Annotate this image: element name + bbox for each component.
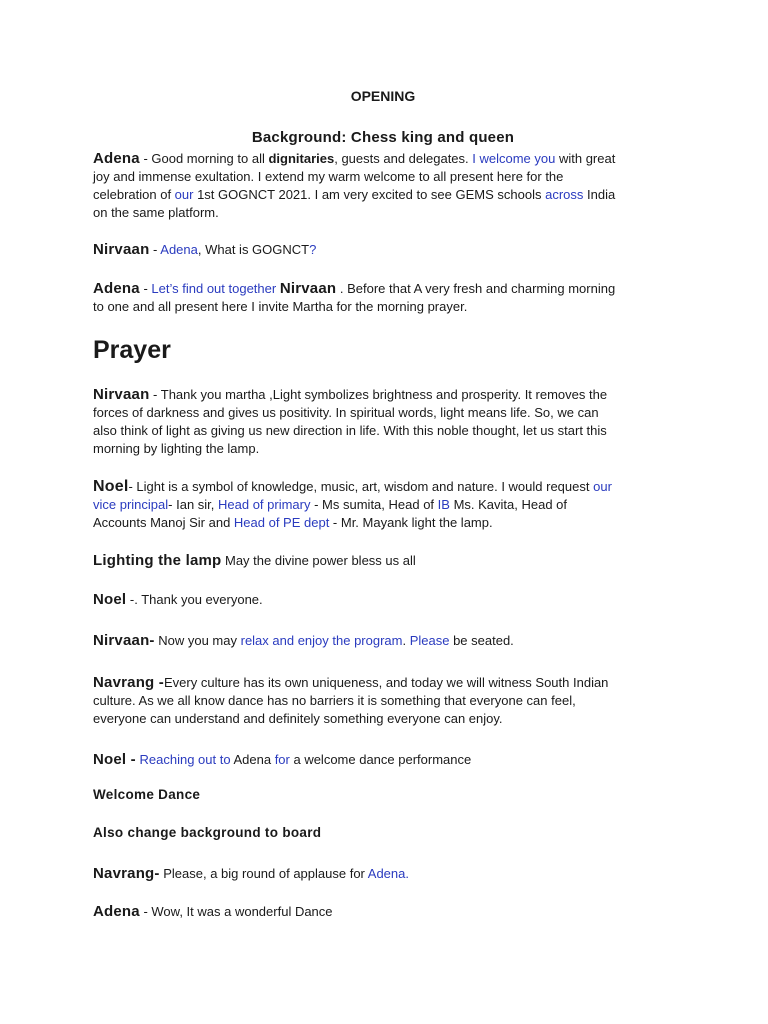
paragraph-noel-lamp: Noel- Light is a symbol of knowledge, music, art, wisdom and nature. I would request our vice principal- Ian sir, Head of primary - Ms sumita, Head of IB Ms. Kavita, Head of Accounts Manoj Sir and Head of PE dept - Mr. Mayank light the lamp. <box>93 478 612 530</box>
paragraph-noel-dance: Noel - Reaching out to Adena for a welcome dance performance <box>93 751 472 768</box>
paragraph-nirvaan-seated: Nirvaan- Now you may relax and enjoy the program. Please be seated. <box>93 632 514 649</box>
paragraph-nirvaan-light: Nirvaan - Thank you martha ,Light symbolizes brightness and prosperity. It removes the forces of darkness and gives us positivity. In spiritual words, light means life. So, we can also think of light as giving us new direction in life. With this noble thought, let us start this morning by lighting the lamp. <box>93 386 608 456</box>
speaker-name: Noel <box>93 591 127 608</box>
speaker-name: Adena <box>93 280 140 297</box>
paragraph-nirvaan-question: Nirvaan - Adena, What is GOGNCT? <box>93 241 317 258</box>
speaker-name: Adena <box>93 903 140 920</box>
speaker-name: Nirvaan- <box>93 632 155 649</box>
stage-cue-welcome-dance: Welcome Dance <box>93 787 201 802</box>
paragraph-adena-welcome: Adena - Good morning to all dignitaries, guests and delegates. I welcome you with great joy and immense exultation. I extend my warm welcome to all present here for the celebration of our 1st GOGNCT 2021. I am very excited to see GEMS schools across India on the same platform. <box>93 150 616 220</box>
speaker-name: Nirvaan <box>279 280 337 297</box>
paragraph-navrang-applause: Navrang- Please, a big round of applause for Adena. <box>93 865 409 882</box>
stage-cue-background: Also change background to board <box>93 825 322 840</box>
speaker-name: Noel <box>93 478 129 495</box>
speaker-name: Lighting the lamp <box>93 552 222 569</box>
paragraph-adena-prayer-intro: Adena - Let’s find out together Nirvaan . Before that A very fresh and charming morning to one and all present here I invite Martha for the morning prayer. <box>93 280 616 314</box>
page-title: OPENING <box>350 88 416 104</box>
speaker-name: Nirvaan <box>93 241 150 258</box>
speaker-name: Adena <box>93 150 140 167</box>
speaker-name: Noel - <box>93 751 136 768</box>
speaker-name: Navrang- <box>93 865 160 882</box>
background-note: Background: Chess king and queen <box>251 129 515 146</box>
section-heading-prayer: Prayer <box>93 336 171 364</box>
paragraph-navrang-culture: Navrang -Every culture has its own uniqueness, and today we will witness South Indian culture. As we all know dance has no barriers it is something that everyone can feel, everyone can understand and definitely something everyone can enjoy. <box>93 674 609 726</box>
speaker-name: Navrang - <box>93 674 164 691</box>
paragraph-lighting-lamp: Lighting the lamp May the divine power bless us all <box>93 552 416 569</box>
paragraph-noel-thanks: Noel -. Thank you everyone. <box>93 591 263 608</box>
paragraph-adena-wow: Adena - Wow, It was a wonderful Dance <box>93 903 333 920</box>
speaker-name: Nirvaan <box>93 386 150 403</box>
